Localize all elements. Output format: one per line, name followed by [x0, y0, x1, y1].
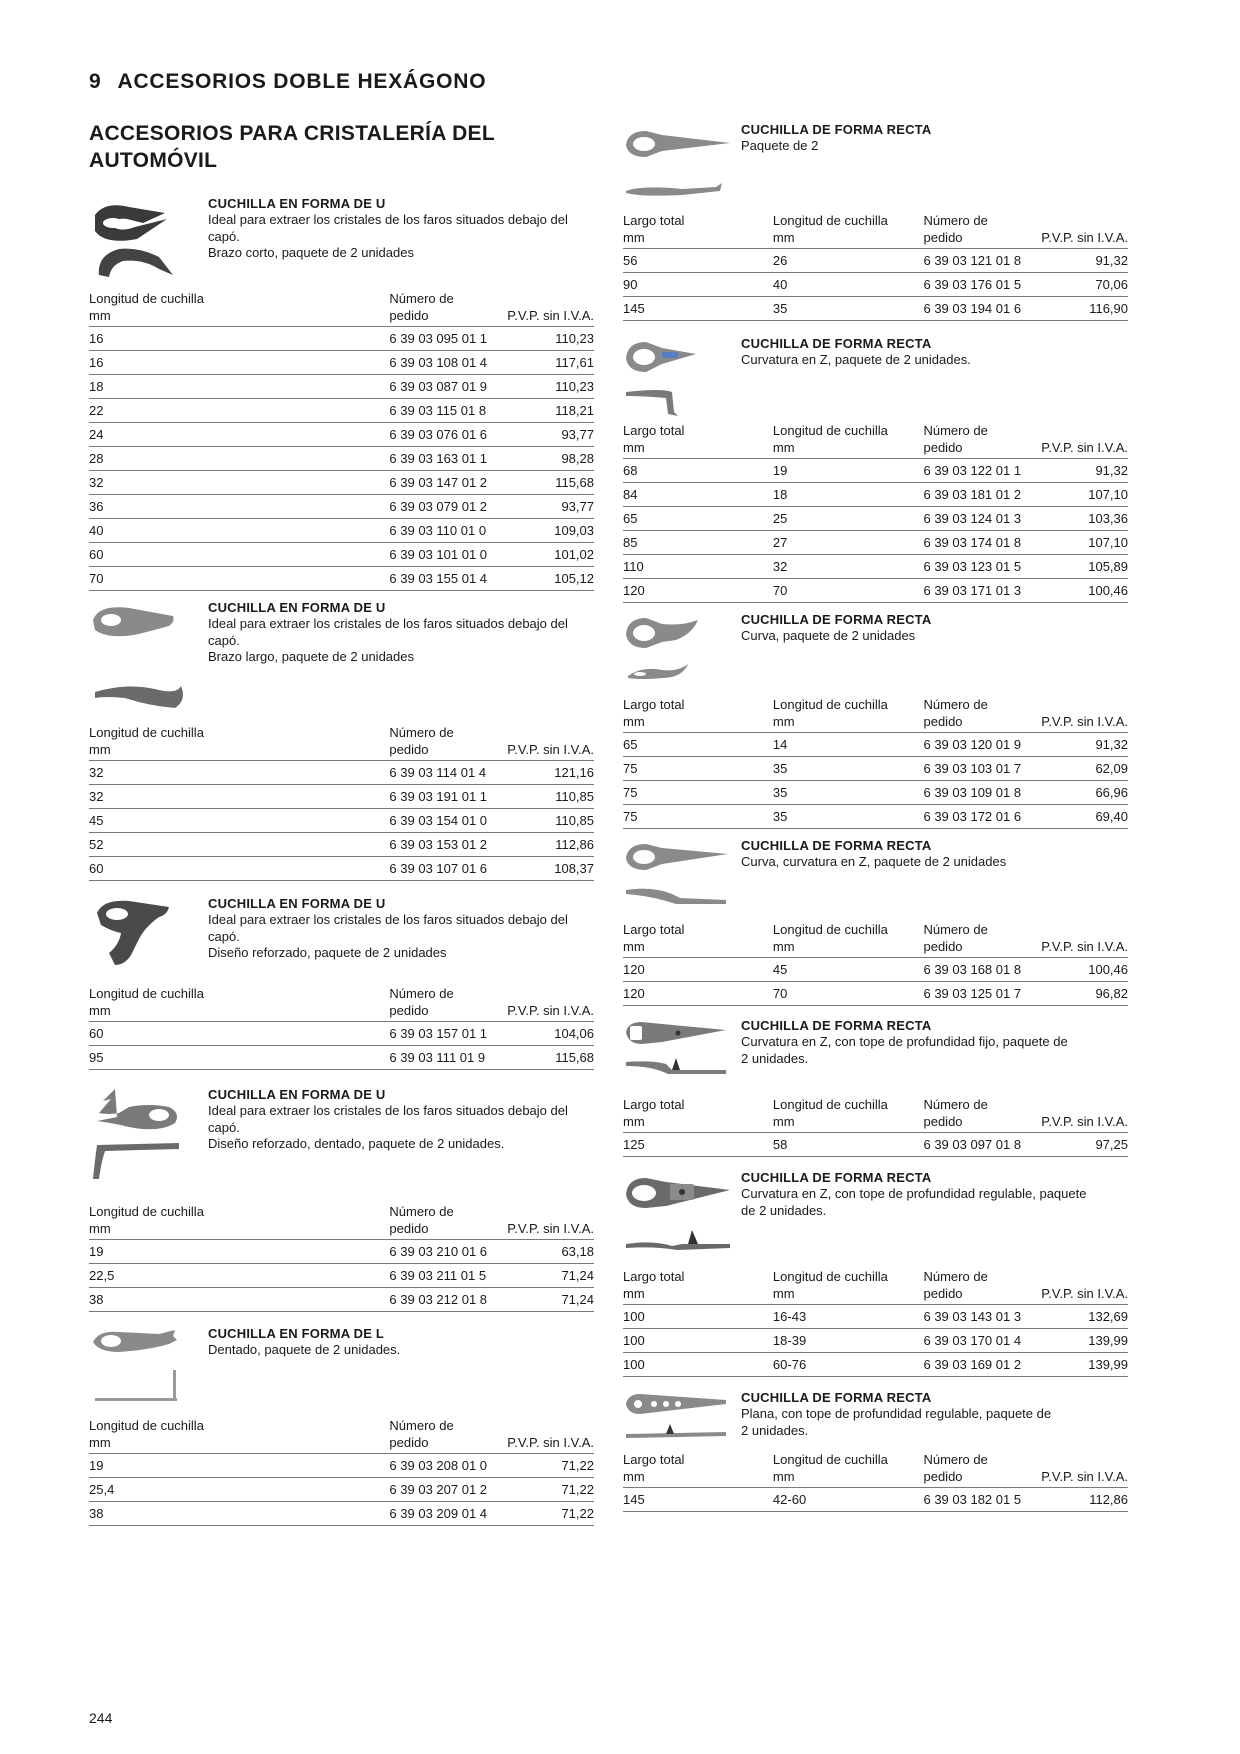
spec-table: Largo total Longitud de cuchilla Número de mm mm pedido P.V.P. sin I.V.A. 125 58 6 39 03 097 01 8 97,25 — [623, 1096, 1128, 1157]
chapter-number: 9 — [89, 70, 102, 93]
table-row: 22,5 6 39 03 211 01 5 71,24 — [89, 1264, 594, 1288]
chapter-heading — [89, 70, 486, 94]
description-line: Paquete de 2 — [741, 138, 819, 153]
header-order: Número de — [923, 697, 988, 712]
product-description — [741, 854, 1136, 871]
table-row: 19 6 39 03 210 01 6 63,18 — [89, 1240, 594, 1264]
header-price: P.V.P. sin I.V.A. — [507, 307, 594, 327]
description-line: Diseño reforzado, paquete de 2 unidades — [208, 945, 447, 960]
spec-table — [89, 724, 594, 881]
header-total-length: Largo total — [623, 423, 685, 438]
header-blade-length: Longitud de cuchilla — [772, 1452, 888, 1467]
table-row: 38 6 39 03 209 01 4 71,22 — [89, 1502, 594, 1526]
spec-table — [89, 1203, 594, 1312]
header-order: Número de — [923, 1097, 988, 1112]
table-row: 75 35 6 39 03 109 01 8 66,96 — [623, 781, 1128, 805]
header-length: Longitud de cuchilla — [89, 725, 204, 740]
product-description — [741, 1186, 1136, 1219]
u-blade-reinforced-image — [89, 895, 199, 970]
header-total-length: Largo total — [623, 1452, 685, 1467]
header-order-2: pedido — [389, 307, 507, 327]
header-price: P.V.P. sin I.V.A. — [1041, 1113, 1128, 1133]
table-row: 45 6 39 03 154 01 0 110,85 — [89, 809, 594, 833]
l-blade-image — [89, 1326, 199, 1406]
table-row: 38 6 39 03 212 01 8 71,24 — [89, 1288, 594, 1312]
header-total-length: Largo total — [623, 1097, 685, 1112]
spec-table: Largo total Longitud de cuchilla Número de mm mm pedido P.V.P. sin I.V.A. 145 42-60 6 39 03 182 01 5 112,86 — [623, 1451, 1128, 1512]
table-row: 95 6 39 03 111 01 9 115,68 — [89, 1046, 594, 1070]
header-total-length: Largo total — [623, 922, 685, 937]
header-order: Número de — [923, 1269, 988, 1284]
header-order: Número de — [923, 213, 988, 228]
header-price: P.V.P. sin I.V.A. — [507, 1434, 594, 1454]
header-total-length: Largo total — [623, 697, 685, 712]
table-row: 32 6 39 03 114 01 4 121,16 — [89, 761, 594, 785]
description-line: Ideal para extraer los cristales de los faros situados debajo del capó. — [208, 1103, 568, 1135]
fixed-depth-stop-blade-image — [622, 1018, 737, 1080]
product-title: CUCHILLA EN FORMA DE U — [208, 196, 386, 211]
header-price: P.V.P. sin I.V.A. — [1041, 1468, 1128, 1488]
page-number: 244 — [89, 1710, 113, 1726]
header-order: Número de — [389, 725, 454, 740]
header-blade-length: Longitud de cuchilla — [772, 1097, 888, 1112]
description-line: Plana, con tope de profundidad regulable, paquete de — [741, 1406, 1052, 1421]
u-blade-long-arm-image — [89, 600, 199, 715]
table-row: 120 45 6 39 03 168 01 8 100,46 — [623, 958, 1128, 982]
header-order: Número de — [389, 1418, 454, 1433]
header-blade-length: Longitud de cuchilla — [772, 697, 888, 712]
header-length-unit: mm — [89, 307, 389, 327]
u-blade-serrated-image — [89, 1087, 199, 1182]
table-row: 24 6 39 03 076 01 6 93,77 — [89, 423, 594, 447]
table-row: 60 6 39 03 157 01 1 104,06 — [89, 1022, 594, 1046]
product-title: CUCHILLA DE FORMA RECTA — [741, 1170, 932, 1185]
table-row: 22 6 39 03 115 01 8 118,21 — [89, 399, 594, 423]
product-title: CUCHILLA EN FORMA DE L — [208, 1326, 385, 1341]
product-title: CUCHILLA DE FORMA RECTA — [741, 612, 932, 627]
table-row: 120 70 6 39 03 171 01 3 100,46 — [623, 579, 1128, 603]
header-price: P.V.P. sin I.V.A. — [1041, 938, 1128, 958]
header-blade-length: Longitud de cuchilla — [772, 922, 888, 937]
header-blade-length: Longitud de cuchilla — [772, 423, 888, 438]
spec-table: Largo total Longitud de cuchilla Número de mm mm pedido P.V.P. sin I.V.A. 56 26 6 39 03 121 01 8 91,32 90 40 6 39 03 176 01 5 70,06 145 35 6 39 03 194 01 6 116,90 — [623, 212, 1128, 321]
description-line: de 2 unidades. — [741, 1202, 827, 1218]
table-row: 32 6 39 03 147 01 2 115,68 — [89, 471, 594, 495]
description-line: 2 unidades. — [741, 1422, 809, 1438]
table-row: 100 60-76 6 39 03 169 01 2 139,99 — [623, 1353, 1128, 1377]
table-row: 145 35 6 39 03 194 01 6 116,90 — [623, 297, 1128, 321]
table-row: 75 35 6 39 03 103 01 7 62,09 — [623, 757, 1128, 781]
header-price: P.V.P. sin I.V.A. — [507, 1002, 594, 1022]
description-line: Dentado, paquete de 2 unidades. — [208, 1342, 401, 1357]
table-row: 100 16-43 6 39 03 143 01 3 132,69 — [623, 1305, 1128, 1329]
product-title: CUCHILLA DE FORMA RECTA — [741, 336, 932, 351]
table-row: 120 70 6 39 03 125 01 7 96,82 — [623, 982, 1128, 1006]
section-title: ACCESORIOS PARA CRISTALERÍA DEL AUTOMÓVIL — [89, 122, 495, 172]
table-row: 32 6 39 03 191 01 1 110,85 — [89, 785, 594, 809]
adjustable-depth-stop-blade-image — [622, 1170, 737, 1258]
spec-table: Largo total Longitud de cuchilla Número de mm mm pedido P.V.P. sin I.V.A. 65 14 6 39 03 120 01 9 91,32 75 35 6 39 03 103 01 7 62,09 75 35 6 39 03 109 01 8 66,96 75 35 6 39 03 172 01 6 69,40 — [623, 696, 1128, 829]
header-total-length: Largo total — [623, 1269, 685, 1284]
header-length: Longitud de cuchilla — [89, 1418, 204, 1433]
table-row: 65 14 6 39 03 120 01 9 91,32 — [623, 733, 1128, 757]
table-row: 60 6 39 03 107 01 6 108,37 — [89, 857, 594, 881]
product-title: CUCHILLA DE FORMA RECTA — [741, 1390, 932, 1405]
header-order: Número de — [923, 1452, 988, 1467]
table-row: 70 6 39 03 155 01 4 105,12 — [89, 567, 594, 591]
header-price: P.V.P. sin I.V.A. — [507, 741, 594, 761]
header-order-2: pedido — [389, 741, 507, 761]
description-line: Curvatura en Z, paquete de 2 unidades. — [741, 352, 971, 367]
table-row: 18 6 39 03 087 01 9 110,23 — [89, 375, 594, 399]
product-description — [741, 1406, 1136, 1439]
header-length-unit: mm — [89, 1220, 389, 1240]
product-title: CUCHILLA EN FORMA DE U — [208, 600, 386, 615]
table-row: 68 19 6 39 03 122 01 1 91,32 — [623, 459, 1128, 483]
u-blade-short-arm-image — [89, 195, 199, 285]
header-blade-length: Longitud de cuchilla — [772, 1269, 888, 1284]
curved-z-blade-image — [622, 838, 737, 908]
description-line: Ideal para extraer los cristales de los faros situados debajo del capó. — [208, 212, 568, 244]
header-order: Número de — [389, 986, 454, 1001]
product-title: CUCHILLA DE FORMA RECTA — [741, 838, 932, 853]
description-line: Curva, paquete de 2 unidades — [741, 628, 916, 643]
table-row: 84 18 6 39 03 181 01 2 107,10 — [623, 483, 1128, 507]
table-row: 52 6 39 03 153 01 2 112,86 — [89, 833, 594, 857]
header-order: Número de — [389, 1204, 454, 1219]
product-description — [741, 628, 1136, 645]
header-price: P.V.P. sin I.V.A. — [1041, 1285, 1128, 1305]
header-order-2: pedido — [389, 1002, 507, 1022]
table-row: 90 40 6 39 03 176 01 5 70,06 — [623, 273, 1128, 297]
straight-blade-image — [622, 125, 737, 200]
product-description — [208, 616, 603, 666]
description-line: Ideal para extraer los cristales de los faros situados debajo del capó. — [208, 616, 568, 648]
product-description — [208, 1342, 603, 1359]
table-row: 100 18-39 6 39 03 170 01 4 139,99 — [623, 1329, 1128, 1353]
header-price: P.V.P. sin I.V.A. — [1041, 229, 1128, 249]
header-order: Número de — [389, 291, 454, 306]
table-row: 145 42-60 6 39 03 182 01 5 112,86 — [623, 1488, 1128, 1512]
spec-table: Largo total Longitud de cuchilla Número de mm mm pedido P.V.P. sin I.V.A. 68 19 6 39 03 122 01 1 91,32 84 18 6 39 03 181 01 2 107,10 65 25 6 39 03 124 01 3 103,36 85 27 6 39 03 174 01 8 107,10 110 32 6 39 03 123 01 5 105,89 120 70 6 39 03 171 01 3 100,46 — [623, 422, 1128, 603]
header-order-2: pedido — [389, 1220, 507, 1240]
spec-table — [89, 1417, 594, 1526]
table-row: 125 58 6 39 03 097 01 8 97,25 — [623, 1133, 1128, 1157]
chapter-title: ACCESORIOS DOBLE HEXÁGONO — [117, 70, 487, 93]
flat-adjustable-stop-blade-image — [622, 1390, 737, 1448]
header-length-unit: mm — [89, 741, 389, 761]
table-row: 36 6 39 03 079 01 2 93,77 — [89, 495, 594, 519]
spec-table — [89, 290, 594, 591]
table-row: 60 6 39 03 101 01 0 101,02 — [89, 543, 594, 567]
curved-straight-blade-image — [622, 612, 737, 684]
table-row: 16 6 39 03 108 01 4 117,61 — [89, 351, 594, 375]
header-order-2: pedido — [389, 1434, 507, 1454]
header-length-unit: mm — [89, 1002, 389, 1022]
product-description — [741, 138, 1136, 155]
table-row: 19 6 39 03 208 01 0 71,22 — [89, 1454, 594, 1478]
description-line: Curvatura en Z, con tope de profundidad regulable, paquete — [741, 1186, 1087, 1201]
product-description — [741, 352, 1136, 369]
header-order: Número de — [923, 922, 988, 937]
product-description — [208, 212, 603, 262]
table-row: 25,4 6 39 03 207 01 2 71,22 — [89, 1478, 594, 1502]
description-line: Curva, curvatura en Z, paquete de 2 unidades — [741, 854, 1007, 869]
header-total-length: Largo total — [623, 213, 685, 228]
spec-table: Largo total Longitud de cuchilla Número de mm mm pedido P.V.P. sin I.V.A. 120 45 6 39 03 168 01 8 100,46 120 70 6 39 03 125 01 7 96,82 — [623, 921, 1128, 1006]
table-row: 110 32 6 39 03 123 01 5 105,89 — [623, 555, 1128, 579]
header-length: Longitud de cuchilla — [89, 1204, 204, 1219]
header-length: Longitud de cuchilla — [89, 986, 204, 1001]
header-blade-length: Longitud de cuchilla — [772, 213, 888, 228]
header-order: Número de — [923, 423, 988, 438]
description-line: Ideal para extraer los cristales de los faros situados debajo del capó. — [208, 912, 568, 944]
header-length: Longitud de cuchilla — [89, 291, 204, 306]
table-row: 40 6 39 03 110 01 0 109,03 — [89, 519, 594, 543]
description-line: Brazo largo, paquete de 2 unidades — [208, 649, 414, 664]
description-line: Brazo corto, paquete de 2 unidades — [208, 245, 414, 260]
header-length-unit: mm — [89, 1434, 389, 1454]
table-row: 75 35 6 39 03 172 01 6 69,40 — [623, 805, 1128, 829]
product-description — [208, 912, 603, 962]
spec-table: Largo total Longitud de cuchilla Número de mm mm pedido P.V.P. sin I.V.A. 100 16-43 6 39 03 143 01 3 132,69 100 18-39 6 39 03 170 01 4 139,99 100 60-76 6 39 03 169 01 2 139,99 — [623, 1268, 1128, 1377]
header-price: P.V.P. sin I.V.A. — [1041, 713, 1128, 733]
z-curved-straight-blade-image — [622, 336, 737, 416]
product-description — [208, 1103, 603, 1153]
description-line: Diseño reforzado, dentado, paquete de 2 unidades. — [208, 1136, 505, 1151]
product-title: CUCHILLA EN FORMA DE U — [208, 1087, 386, 1102]
header-price: P.V.P. sin I.V.A. — [1041, 439, 1128, 459]
table-row: 85 27 6 39 03 174 01 8 107,10 — [623, 531, 1128, 555]
product-title: CUCHILLA EN FORMA DE U — [208, 896, 386, 911]
description-line: Curvatura en Z, con tope de profundidad fijo, paquete de — [741, 1034, 1068, 1049]
description-line: 2 unidades. — [741, 1050, 809, 1066]
header-price: P.V.P. sin I.V.A. — [507, 1220, 594, 1240]
product-title: CUCHILLA DE FORMA RECTA — [741, 122, 932, 137]
table-row: 16 6 39 03 095 01 1 110,23 — [89, 327, 594, 351]
table-row: 28 6 39 03 163 01 1 98,28 — [89, 447, 594, 471]
spec-table — [89, 985, 594, 1070]
product-title: CUCHILLA DE FORMA RECTA — [741, 1018, 932, 1033]
table-row: 56 26 6 39 03 121 01 8 91,32 — [623, 249, 1128, 273]
product-description — [741, 1034, 1136, 1067]
table-row: 65 25 6 39 03 124 01 3 103,36 — [623, 507, 1128, 531]
